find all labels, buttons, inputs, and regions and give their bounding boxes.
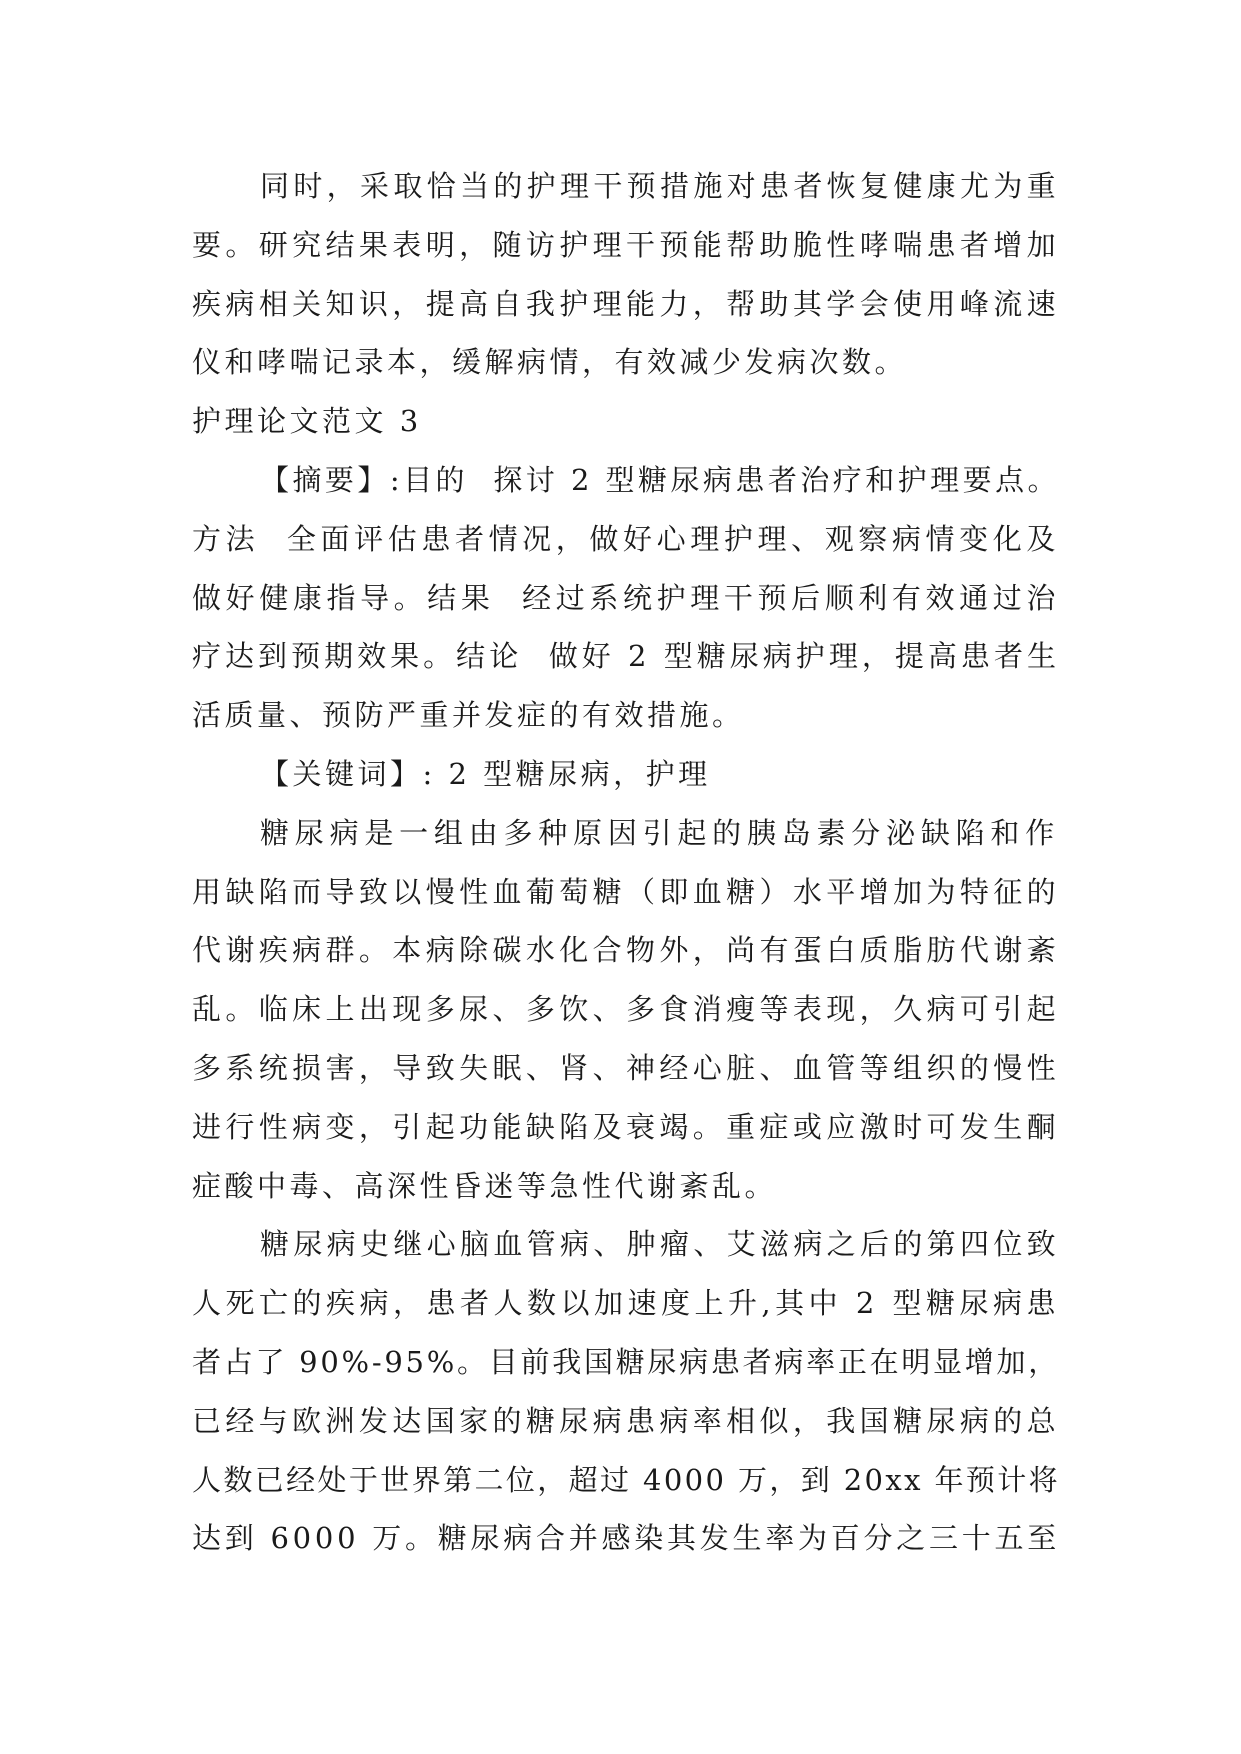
text-line: 【关键词】: 2 型糖尿病，护理 bbox=[260, 756, 711, 791]
text-line: 者占了 90%-95%。目前我国糖尿病患者病率正在明显增加， bbox=[192, 1344, 1060, 1379]
keywords-paragraph bbox=[192, 745, 1060, 804]
text-line: 要。研究结果表明，随访护理干预能帮助脆性哮喘患者增加 bbox=[192, 227, 1060, 262]
text-line: 糖尿病是一组由多种原因引起的胰岛素分泌缺陷和作 bbox=[260, 815, 1060, 850]
text-line: 仪和哮喘记录本，缓解病情，有效减少发病次数。 bbox=[192, 345, 908, 380]
section-heading-text: 护理论文范文 3 bbox=[192, 404, 422, 439]
text-line: 活质量、预防严重并发症的有效措施。 bbox=[192, 698, 745, 733]
abstract-paragraph bbox=[192, 451, 1060, 745]
text-line: 做好健康指导。结果 经过系统护理干预后顺利有效通过治 bbox=[192, 580, 1060, 615]
text-line: 疗达到预期效果。结论 做好 2 型糖尿病护理，提高患者生 bbox=[192, 639, 1060, 674]
text-line: 人数已经处于世界第二位，超过 4000 万，到 20xx 年预计将 bbox=[192, 1462, 1060, 1497]
text-line: 方法 全面评估患者情况，做好心理护理、观察病情变化及 bbox=[192, 521, 1060, 556]
text-line: 症酸中毒、高深性昏迷等急性代谢紊乱。 bbox=[192, 1168, 778, 1203]
text-line: 人死亡的疾病，患者人数以加速度上升,其中 2 型糖尿病患 bbox=[192, 1286, 1060, 1321]
body-text bbox=[192, 157, 1060, 1568]
text-line: 用缺陷而导致以慢性血葡萄糖（即血糖）水平增加为特征的 bbox=[192, 874, 1060, 909]
text-line: 已经与欧洲发达国家的糖尿病患病率相似，我国糖尿病的总 bbox=[192, 1403, 1060, 1438]
text-line: 进行性病变，引起功能缺陷及衰竭。重症或应激时可发生酮 bbox=[192, 1109, 1060, 1144]
paragraph bbox=[192, 157, 1060, 392]
text-line: 达到 6000 万。糖尿病合并感染其发生率为百分之三十五至 bbox=[192, 1521, 1060, 1556]
section-heading bbox=[192, 392, 1060, 451]
text-line: 糖尿病史继心脑血管病、肿瘤、艾滋病之后的第四位致 bbox=[260, 1227, 1060, 1262]
text-line: 乱。临床上出现多尿、多饮、多食消瘦等表现，久病可引起 bbox=[192, 992, 1060, 1027]
paragraph bbox=[192, 1215, 1060, 1568]
text-line: 代谢疾病群。本病除碳水化合物外，尚有蛋白质脂肪代谢紊 bbox=[192, 933, 1060, 968]
text-line: 多系统损害，导致失眠、肾、神经心脏、血管等组织的慢性 bbox=[192, 1050, 1060, 1085]
text-line: 疾病相关知识，提高自我护理能力，帮助其学会使用峰流速 bbox=[192, 286, 1060, 321]
paragraph bbox=[192, 804, 1060, 1216]
text-line: 【摘要】:目的 探讨 2 型糖尿病患者治疗和护理要点。 bbox=[260, 462, 1060, 497]
text-line: 同时，采取恰当的护理干预措施对患者恢复健康尤为重 bbox=[260, 169, 1060, 203]
